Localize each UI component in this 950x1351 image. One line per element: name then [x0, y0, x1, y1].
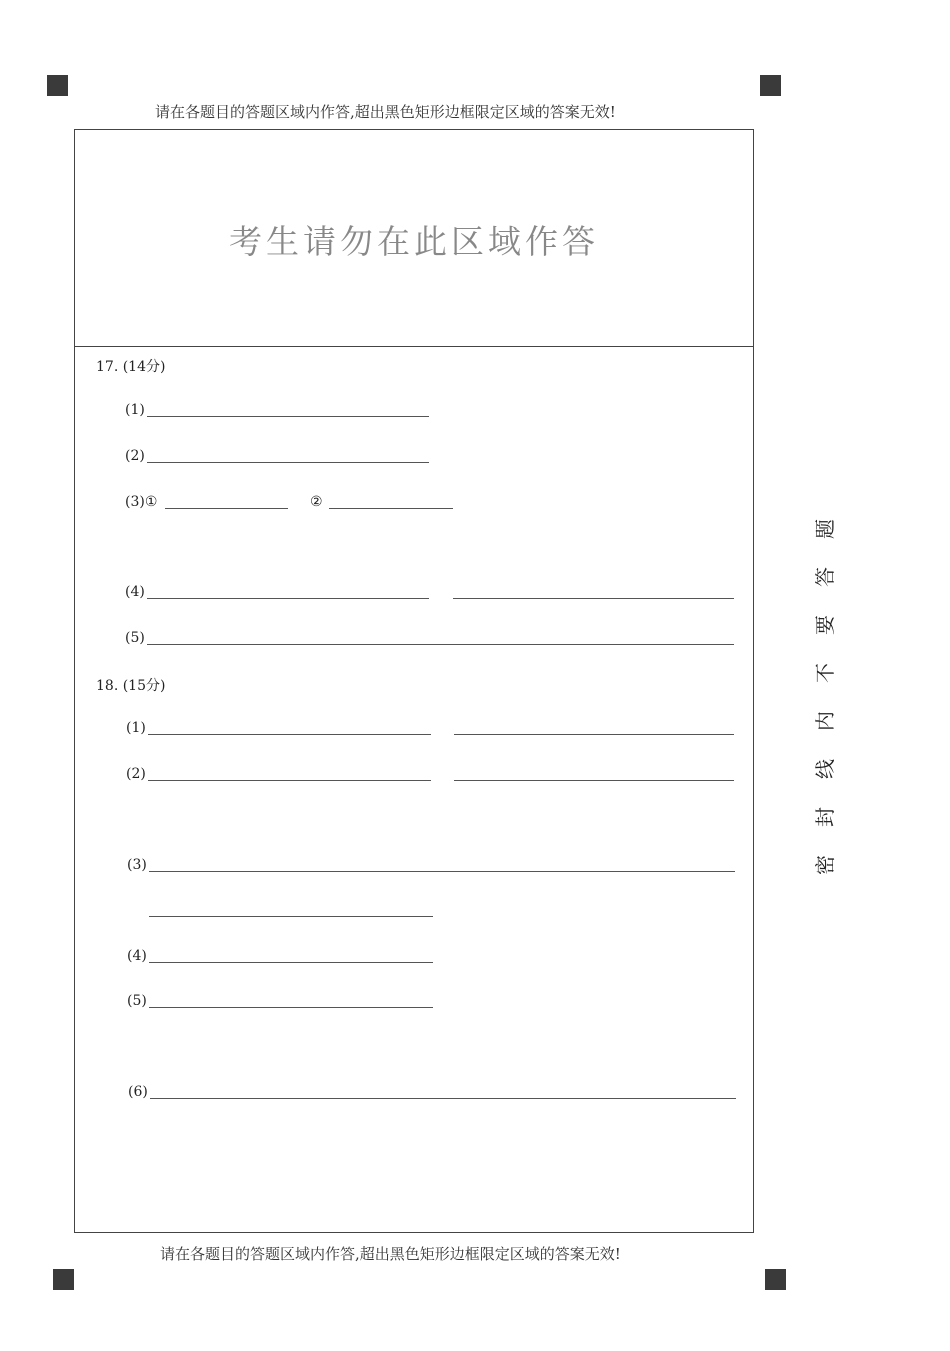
seal-char-2: 封 — [813, 807, 837, 827]
q17-part5-answer-line[interactable] — [147, 644, 734, 645]
seal-char-3: 线 — [813, 759, 837, 779]
registration-mark-bottom-left — [53, 1269, 74, 1290]
answer-frame — [74, 129, 754, 1233]
registration-mark-top-right — [760, 75, 781, 96]
q17-part1-label: (1) — [125, 402, 145, 418]
seal-char-5: 不 — [813, 663, 837, 683]
q17-part3-label: (3)① — [125, 494, 158, 510]
q18-part6-answer-line[interactable] — [150, 1098, 736, 1099]
q18-part5-label: (5) — [127, 993, 147, 1009]
question-18-title: 18. (15分) — [96, 678, 166, 694]
q18-part2-label: (2) — [126, 766, 146, 782]
q17-part2-label: (2) — [125, 448, 145, 464]
q17-part4-answer-line-a[interactable] — [147, 598, 429, 599]
registration-mark-top-left — [47, 75, 68, 96]
q17-part3-2-answer-line[interactable] — [329, 508, 453, 509]
q17-part3-2-label: ② — [310, 494, 323, 510]
q18-part2-answer-line-a[interactable] — [148, 780, 431, 781]
q18-part3-answer-line-a[interactable] — [149, 871, 735, 872]
q18-part3-label: (3) — [127, 857, 147, 873]
q18-part2-answer-line-b[interactable] — [454, 780, 734, 781]
seal-char-6: 要 — [813, 615, 837, 635]
q17-part4-label: (4) — [125, 584, 145, 600]
q18-part1-answer-line-b[interactable] — [454, 734, 734, 735]
q18-part4-answer-line[interactable] — [149, 962, 433, 963]
no-answer-zone-text: 考生请勿在此区域作答 — [229, 222, 599, 261]
q18-part1-answer-line-a[interactable] — [148, 734, 431, 735]
q17-part4-answer-line-b[interactable] — [453, 598, 734, 599]
q18-part3-answer-line-b[interactable] — [149, 916, 433, 917]
q17-part1-answer-line[interactable] — [147, 416, 429, 417]
q17-part5-label: (5) — [125, 630, 145, 646]
q17-part3-1-answer-line[interactable] — [165, 508, 288, 509]
seal-line-warning — [813, 505, 851, 889]
answer-area-notice-bottom: 请在各题目的答题区域内作答,超出黑色矩形边框限定区域的答案无效! — [160, 1245, 621, 1263]
q18-part6-label: (6) — [128, 1084, 148, 1100]
seal-char-4: 内 — [813, 711, 837, 731]
seal-char-7: 答 — [813, 567, 837, 587]
seal-char-8: 题 — [813, 519, 837, 539]
question-17-title: 17. (14分) — [96, 359, 166, 375]
answer-area-notice-top: 请在各题目的答题区域内作答,超出黑色矩形边框限定区域的答案无效! — [155, 103, 616, 121]
registration-mark-bottom-right — [765, 1269, 786, 1290]
q18-part1-label: (1) — [126, 720, 146, 736]
q18-part4-label: (4) — [127, 948, 147, 964]
no-answer-zone — [75, 130, 753, 347]
q17-part2-answer-line[interactable] — [147, 462, 429, 463]
q18-part5-answer-line[interactable] — [149, 1007, 433, 1008]
seal-char-1: 密 — [813, 855, 837, 875]
